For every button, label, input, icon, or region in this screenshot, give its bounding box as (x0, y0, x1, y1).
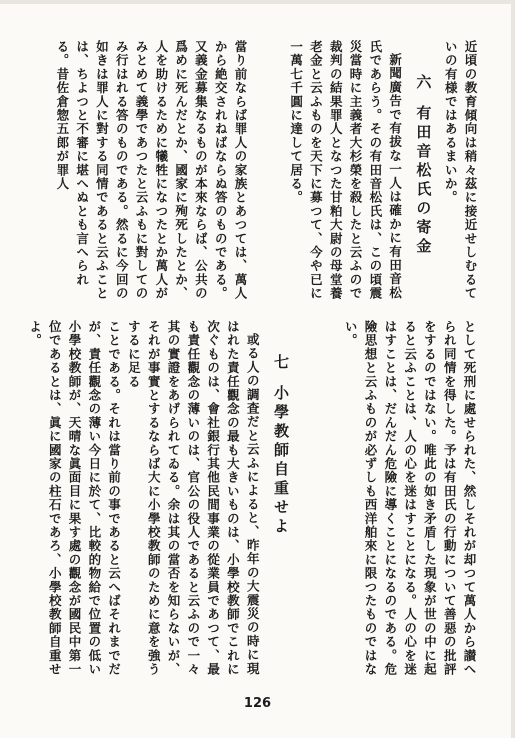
body-paragraph: ことである。それは當り前の事であると云へばそれまでだが、責任觀念の薄い今日に於て、比較的物給で位置の低い小學校教師が、天晴な眞面目に果す處の觀念が國民中第一位であるとは、眞に國家の柱石であろ、小學校教師自重せよ。 (27, 320, 122, 677)
bottom-right-column (303, 320, 479, 680)
page-number: 126 (243, 696, 272, 711)
section-number: 六 (414, 74, 433, 93)
section-heading-6 (413, 40, 433, 302)
body-paragraph: として死刑に處せられた、然しそれが却つて萬人から讃へられ同情を得した。予は有田氏の行動について善惡の批評をするのではない。唯此の如き矛盾した現象が世の中に起ると云ふことは、人の心を迷はすことになる。人の心を迷はすことは、だんだん危險に導くことになるのである。危險思想と云ふものが必ずしも西洋舶來に限つたものではない。 (343, 320, 477, 677)
body-paragraph: 新聞廣告で有拔な一人は確かに有田音松氏であらう。その有田音松氏は、この頃震災當時に主義者大杉榮を殺したと云ふので裁判の結果罪人となつた甘粕大尉の母堂養老金と云ふものを天下に募つて、今や已に一萬七千圓に達して居る。 (288, 40, 403, 301)
body-paragraph: 或る人の調査だと云ふによると、昨年の大震災の時に現はれた責任觀念の最も大きいものは、小學校教師でこれに次ぐものは、會社銀行其他民間事業の從業員であつて、最も責任觀念の薄いのは、官公の役人であると云ふので一々其の實證をあげられてゐる。余は其の當否を知らないが、それが事實とするならば大に小學校教師のために意を強うするに足る (126, 320, 261, 677)
page-edge-right (511, 0, 515, 738)
section-number: 七 (272, 354, 290, 373)
top-left-column (38, 40, 250, 302)
top-right-column (258, 40, 480, 302)
lead-paragraph: 近頃の教育傾向は稍々茲に接近せしむるていの有様ではあるまいか。 (443, 40, 478, 301)
bottom-left-column (27, 320, 298, 680)
section-title: 小學教師自重せよ (272, 385, 290, 537)
body-paragraph: 當り前ならば罪人の家族とあつては、萬人から絶交されねばならぬ答のものである。又義金募集なるものが本來ならば、公共の爲めに死んだとか、國家に殉死したとか、人を助けるために犧牲になつたとか萬人がみとめて義學であつたと云ふもに對してのみ行はれる答のものである。然るに今回の如きは罪人に對する同情であると云ふことは、ちよつと不審に堪へぬとも言へられる。昔佐倉惣五郎が罪人 (54, 40, 248, 301)
page-edge-top (0, 0, 515, 4)
section-title: 有田音松氏の寄金 (414, 105, 433, 257)
section-heading-7 (270, 320, 290, 680)
